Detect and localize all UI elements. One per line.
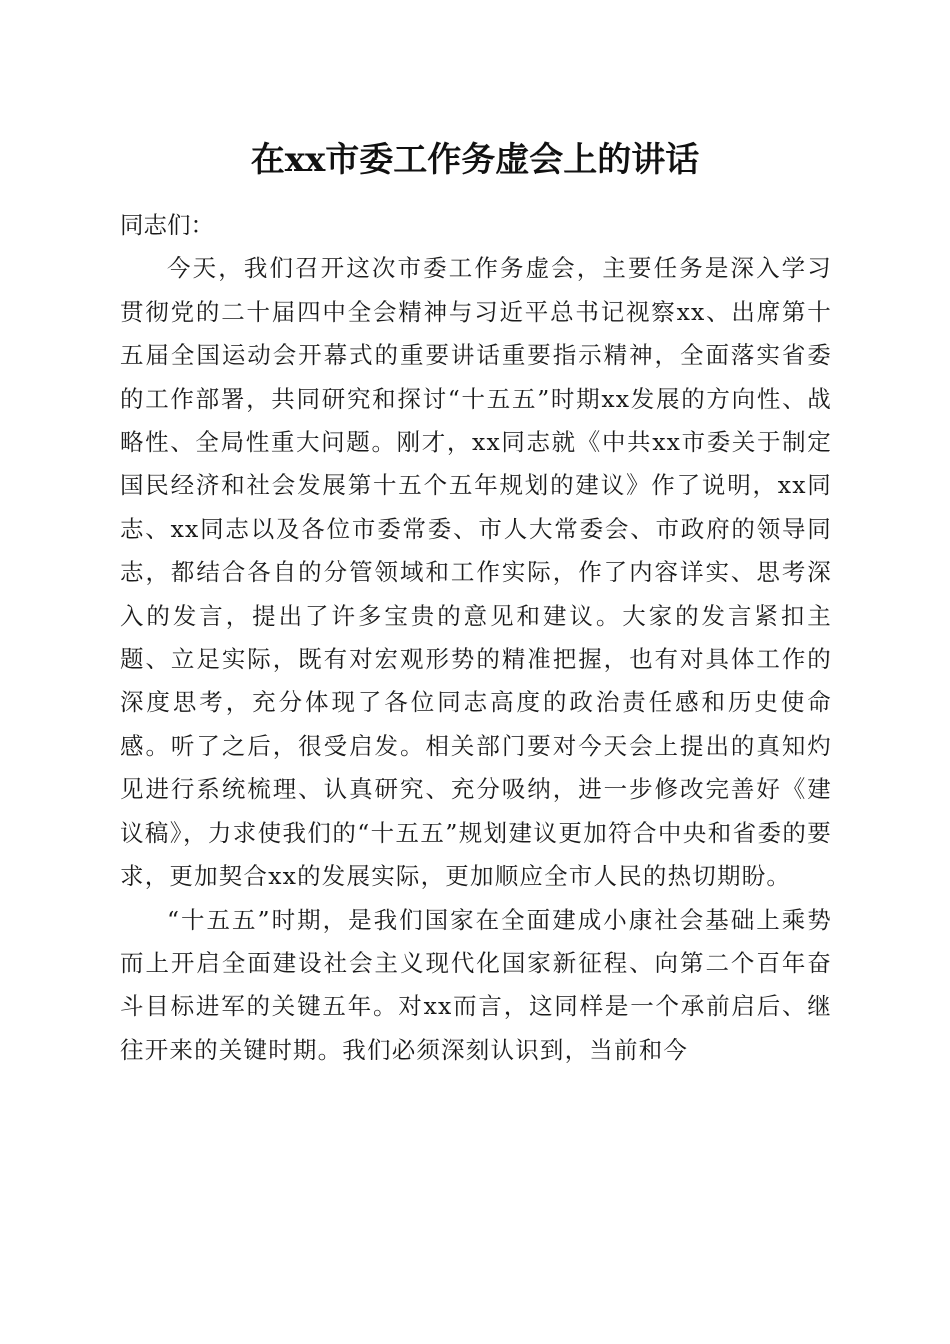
paragraph-opening: 今天，我们召开这次市委工作务虚会，主要任务是深入学习贯彻党的二十届四中全会精神与习近平总书记视察xx、出席第十五届全国运动会开幕式的重要讲话重要指示精神，全面落实省委的工作部署，共同研究和探讨“十五五”时期xx发展的方向性、战略性、全局性重大问题。刚才，xx同志就《中共xx市委关于制定国民经济和社会发展第十五个五年规划的建议》作了说明，xx同志、xx同志以及各位市委常委、市人大常委会、市政府的领导同志，都结合各自的分管领域和工作实际，作了内容详实、思考深入的发言，提出了许多宝贵的意见和建议。大家的发言紧扣主题、立足实际，既有对宏观形势的精准把握，也有对具体工作的深度思考，充分体现了各位同志高度的政治责任感和历史使命感。听了之后，很受启发。相关部门要对今天会上提出的真知灼见进行系统梳理、认真研究、充分吸纳，进一步修改完善好《建议稿》，力求使我们的“十五五”规划建议更加符合中央和省委的要求，更加契合xx的发展实际，更加顺应全市人民的热切期盼。 [120, 254, 832, 891]
document-body [120, 204, 832, 1072]
paragraph-fifteenth-five-year: “十五五”时期，是我们国家在全面建成小康社会基础上乘势而上开启全面建设社会主义现代化国家新征程、向第二个百年奋斗目标进军的关键五年。对xx而言，这同样是一个承前启后、继往开来的关键时期。我们必须深刻认识到，当前和今 [120, 905, 832, 1064]
salutation: 同志们： [120, 211, 214, 239]
document-title: 在xx市委工作务虚会上的讲话 [250, 140, 700, 180]
